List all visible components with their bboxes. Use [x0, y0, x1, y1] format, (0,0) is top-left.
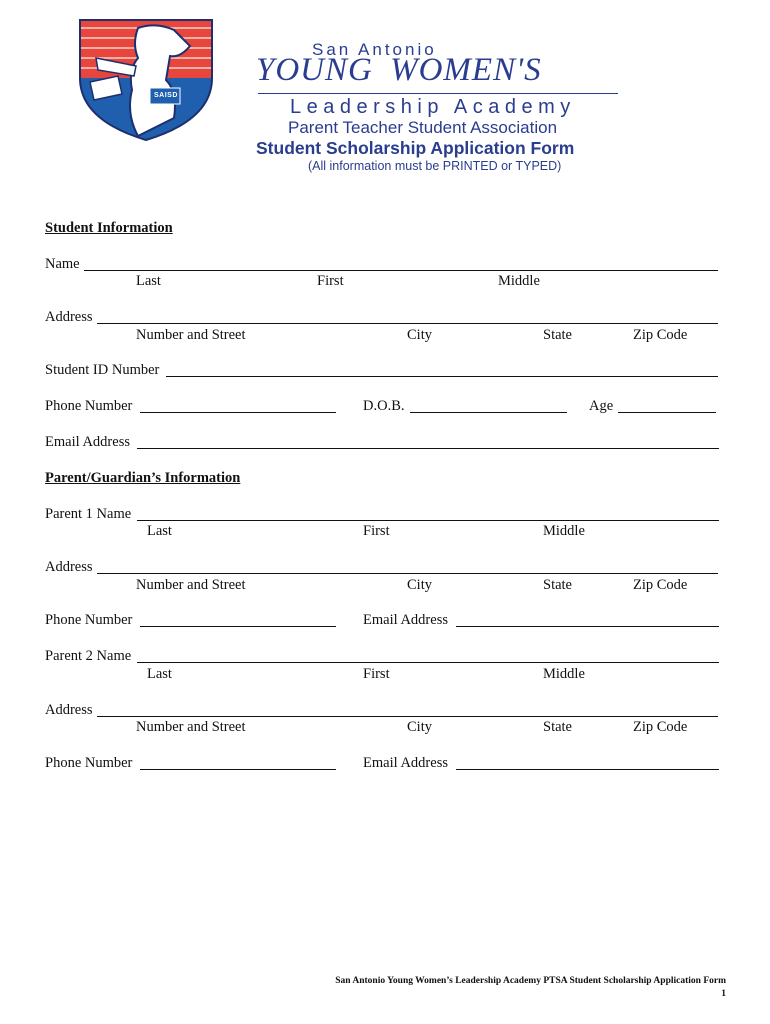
logo-text: SAISD [154, 92, 178, 99]
logo-shield [78, 18, 214, 142]
org-big-word-1: YOUNG [256, 52, 373, 88]
student-dob-label: D.O.B. [363, 398, 405, 414]
student-name-field[interactable] [84, 270, 718, 271]
student-phone-field[interactable] [140, 412, 336, 413]
org-small-text: San Antonio [312, 40, 437, 59]
form-note: (All information must be PRINTED or TYPED) [308, 159, 562, 173]
parent-info-heading: Parent/Guardian’s Information [45, 470, 241, 486]
student-address-label: Address [45, 309, 93, 325]
student-address-street-caption: Number and Street [136, 327, 246, 343]
parent1-state-caption: State [543, 577, 572, 593]
page-subtitle: Parent Teacher Student Association [288, 118, 558, 137]
page-title: Student Scholarship Application Form [256, 138, 575, 158]
student-name-last-caption: Last [136, 273, 161, 289]
student-id-field[interactable] [166, 376, 718, 377]
parent1-zip-caption: Zip Code [633, 577, 688, 593]
org-big-word-2: WOMEN'S [390, 52, 542, 88]
parent2-state-caption: State [543, 719, 572, 735]
parent2-email-label: Email Address [363, 755, 448, 771]
parent2-email-field[interactable] [456, 769, 719, 770]
parent2-middle-caption: Middle [543, 666, 585, 682]
parent1-email-field[interactable] [456, 626, 719, 627]
org-line3-text: Leadership Academy [290, 96, 576, 118]
student-email-field[interactable] [137, 448, 719, 449]
footer-text: San Antonio Young Women’s Leadership Academy PTSA Student Scholarship Application Form [335, 976, 726, 986]
student-address-zip-caption: Zip Code [633, 327, 688, 343]
parent2-first-caption: First [363, 666, 390, 682]
parent2-address-field[interactable] [97, 716, 718, 717]
parent1-address-label: Address [45, 559, 93, 575]
parent2-street-caption: Number and Street [136, 719, 246, 735]
student-phone-label: Phone Number [45, 398, 133, 414]
student-name-first-caption: First [317, 273, 344, 289]
parent2-zip-caption: Zip Code [633, 719, 688, 735]
footer-page-number: 1 [721, 989, 726, 999]
student-email-label: Email Address [45, 434, 130, 450]
parent2-name-label: Parent 2 Name [45, 648, 132, 664]
student-dob-field[interactable] [410, 412, 567, 413]
student-name-middle-caption: Middle [498, 273, 540, 289]
parent1-name-label: Parent 1 Name [45, 506, 132, 522]
student-name-label: Name [45, 256, 80, 272]
student-info-heading: Student Information [45, 220, 173, 236]
student-id-label: Student ID Number [45, 362, 160, 378]
page-footer [335, 975, 726, 1001]
parent1-first-caption: First [363, 523, 390, 539]
student-address-city-caption: City [407, 327, 432, 343]
parent1-street-caption: Number and Street [136, 577, 246, 593]
parent1-phone-label: Phone Number [45, 612, 133, 628]
student-address-field[interactable] [97, 323, 718, 324]
parent1-middle-caption: Middle [543, 523, 585, 539]
parent1-city-caption: City [407, 577, 432, 593]
parent2-address-label: Address [45, 702, 93, 718]
parent1-phone-field[interactable] [140, 626, 336, 627]
org-rule [258, 93, 618, 94]
student-age-label: Age [589, 398, 614, 414]
student-address-state-caption: State [543, 327, 572, 343]
parent1-name-field[interactable] [137, 520, 719, 521]
parent1-address-field[interactable] [97, 573, 718, 574]
parent2-name-field[interactable] [137, 662, 719, 663]
org-big-text [256, 52, 542, 89]
parent2-last-caption: Last [147, 666, 172, 682]
parent2-phone-label: Phone Number [45, 755, 133, 771]
parent1-last-caption: Last [147, 523, 172, 539]
student-age-field[interactable] [618, 412, 716, 413]
parent2-city-caption: City [407, 719, 432, 735]
parent1-email-label: Email Address [363, 612, 448, 628]
parent2-phone-field[interactable] [140, 769, 336, 770]
